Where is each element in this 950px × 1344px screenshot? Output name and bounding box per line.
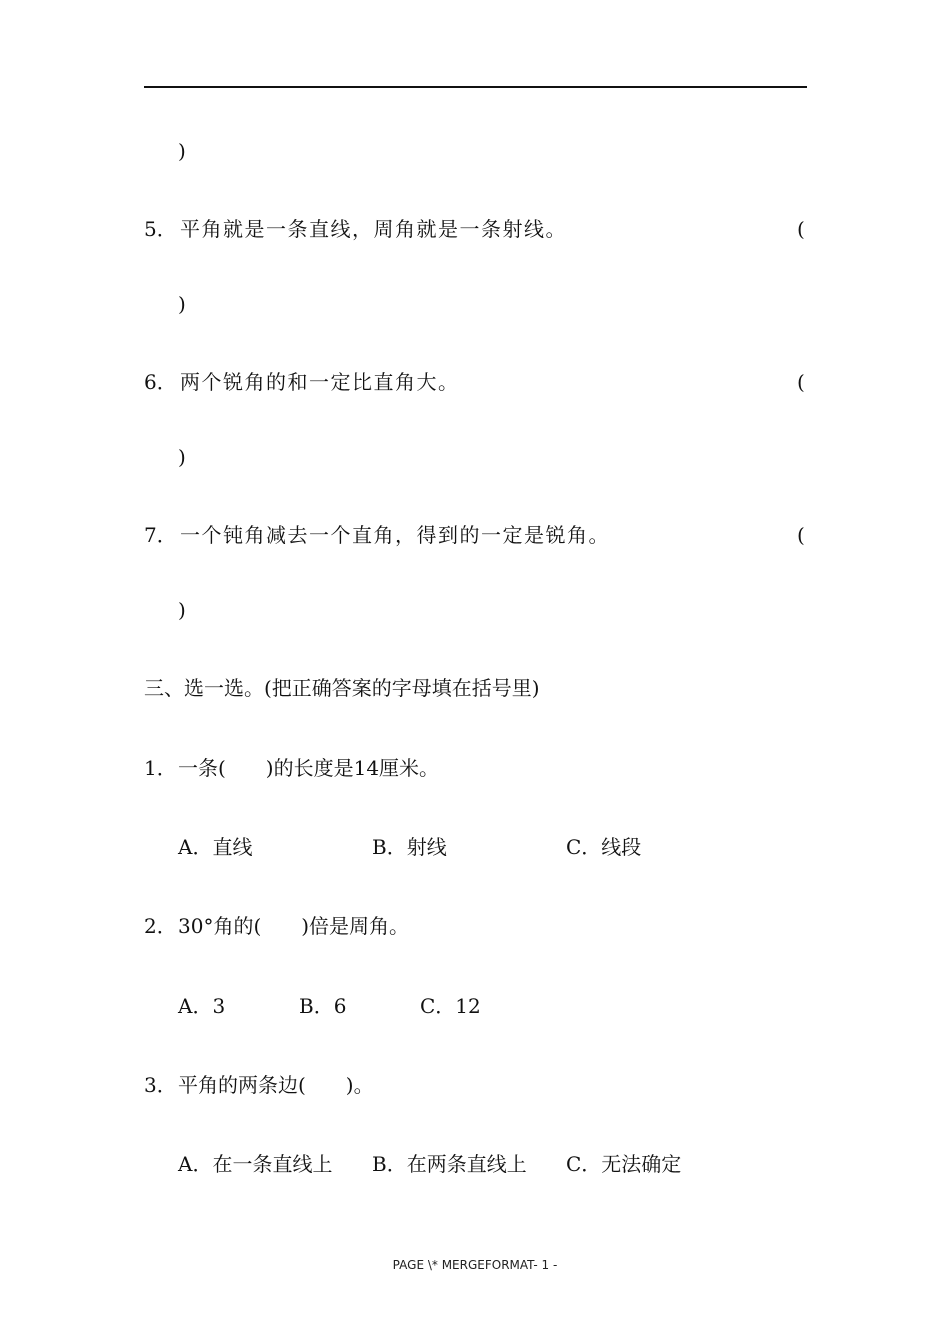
answer-paren-close: ): [178, 292, 186, 316]
answer-paren-open[interactable]: (: [797, 370, 805, 394]
option-a[interactable]: A．直线: [178, 835, 253, 859]
question-text: 一条( )的长度是14厘米。: [178, 756, 440, 780]
answer-paren-close: ): [178, 598, 186, 622]
answer-paren-open[interactable]: (: [797, 217, 805, 241]
item-text: 平角就是一条直线，周角就是一条射线。: [180, 217, 567, 241]
question-number: 3．: [144, 1073, 177, 1097]
section-heading: 三、选一选。(把正确答案的字母填在括号里): [144, 676, 540, 700]
question-text: 30°角的( )倍是周角。: [178, 914, 410, 938]
item-text: 一个钝角减去一个直角，得到的一定是锐角。: [180, 523, 610, 547]
page-footer: PAGE \* MERGEFORMAT- 1 -: [392, 1258, 558, 1272]
answer-paren-close: ): [178, 445, 186, 469]
option-a[interactable]: A．在一条直线上: [178, 1152, 333, 1176]
option-c[interactable]: C．无法确定: [566, 1152, 682, 1176]
question-text: 平角的两条边( )。: [178, 1073, 374, 1097]
option-b[interactable]: B．射线: [372, 835, 447, 859]
question-number: 1．: [144, 756, 177, 780]
item-text: 两个锐角的和一定比直角大。: [180, 370, 460, 394]
item-number: 5．: [144, 217, 177, 241]
answer-paren-close: ): [178, 139, 186, 163]
item-number: 7．: [144, 523, 177, 547]
item-number: 6．: [144, 370, 177, 394]
header-rule: [144, 86, 807, 88]
option-b[interactable]: B．在两条直线上: [372, 1152, 527, 1176]
option-b[interactable]: B．6: [299, 994, 347, 1018]
option-c[interactable]: C．线段: [566, 835, 642, 859]
option-a[interactable]: A．3: [178, 994, 226, 1018]
option-c[interactable]: C．12: [420, 994, 481, 1018]
answer-paren-open[interactable]: (: [797, 523, 805, 547]
question-number: 2．: [144, 914, 177, 938]
